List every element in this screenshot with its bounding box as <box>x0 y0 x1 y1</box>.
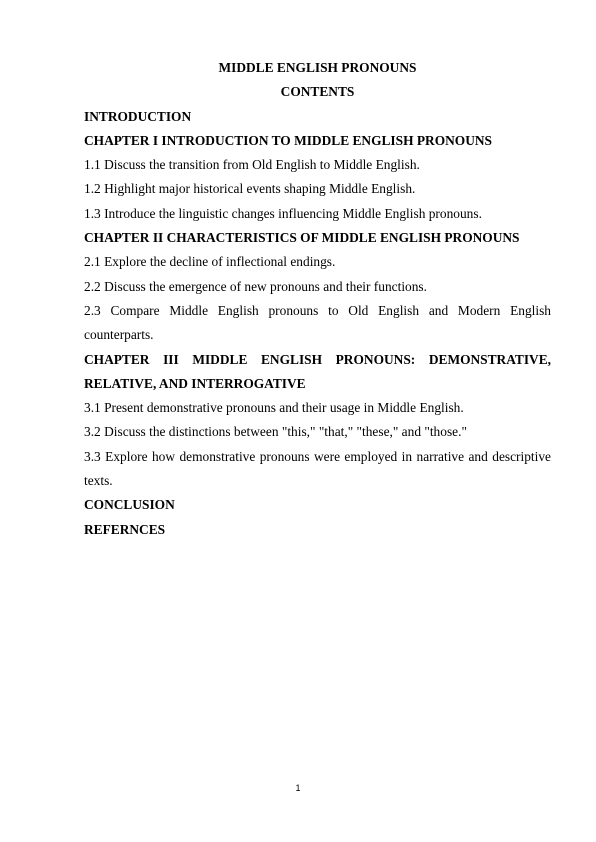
toc-conclusion: CONCLUSION <box>84 497 175 513</box>
document-title: MIDDLE ENGLISH PRONOUNS <box>218 60 417 75</box>
toc-chapter-3: CHAPTER III MIDDLE ENGLISH PRONOUNS: DEMONSTRATIVE, RELATIVE, AND INTERROGATIVE <box>84 351 551 391</box>
toc-section-3-1: 3.1 Present demonstrative pronouns and their usage in Middle English. <box>84 400 464 416</box>
toc-section-2-1: 2.1 Explore the decline of inflectional endings. <box>84 254 336 270</box>
toc-section-3-2: 3.2 Discuss the distinctions between "this," "that," "these," and "those." <box>84 424 467 440</box>
toc-introduction: INTRODUCTION <box>84 108 192 124</box>
toc-chapter-2: CHAPTER II CHARACTERISTICS OF MIDDLE ENGLISH PRONOUNS <box>84 230 520 246</box>
toc-section-2-2: 2.2 Discuss the emergence of new pronouns and their functions. <box>84 278 427 294</box>
toc-section-1-1: 1.1 Discuss the transition from Old English to Middle English. <box>84 157 420 173</box>
table-of-contents <box>84 56 551 542</box>
page-number: 1 <box>295 783 301 793</box>
toc-references: REFERNCES <box>84 521 166 537</box>
contents-heading: CONTENTS <box>280 84 355 100</box>
toc-section-2-3: 2.3 Compare Middle English pronouns to Old English and Modern English counterparts. <box>84 302 551 343</box>
toc-section-1-2: 1.2 Highlight major historical events shaping Middle English. <box>84 181 416 197</box>
toc-section-3-3: 3.3 Explore how demonstrative pronouns were employed in narrative and descriptive texts. <box>84 448 551 489</box>
toc-section-1-3: 1.3 Introduce the linguistic changes influencing Middle English pronouns. <box>84 205 482 221</box>
toc-chapter-1: CHAPTER I INTRODUCTION TO MIDDLE ENGLISH PRONOUNS <box>84 132 492 148</box>
